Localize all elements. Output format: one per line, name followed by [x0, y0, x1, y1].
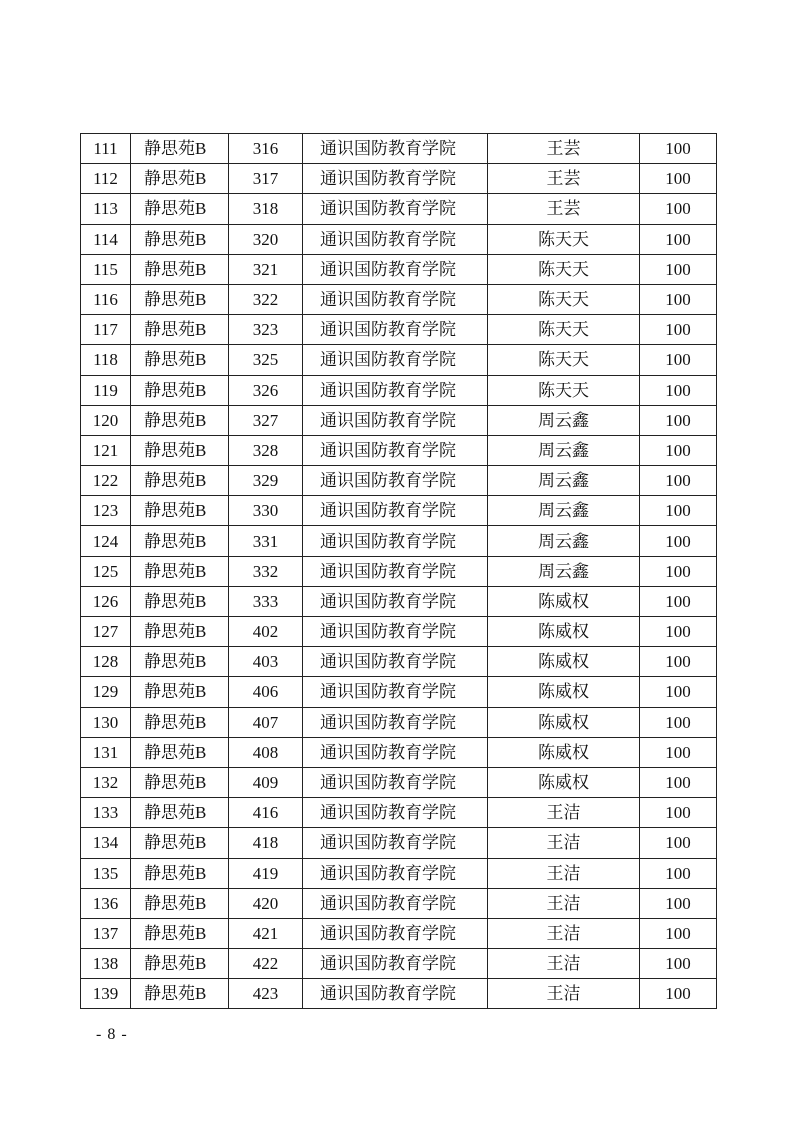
college-cell: 通识国防教育学院: [303, 798, 488, 828]
row-index-cell: 130: [81, 707, 131, 737]
score-cell: 100: [640, 858, 717, 888]
name-cell: 陈天天: [488, 284, 640, 314]
table-row: [81, 828, 717, 858]
table-row: [81, 707, 717, 737]
name-cell: 王芸: [488, 134, 640, 164]
row-index-cell: 132: [81, 767, 131, 797]
score-cell: 100: [640, 828, 717, 858]
score-cell: 100: [640, 496, 717, 526]
building-cell: 静思苑B: [131, 647, 229, 677]
building-cell: 静思苑B: [131, 496, 229, 526]
name-cell: 王洁: [488, 918, 640, 948]
name-cell: 周云鑫: [488, 435, 640, 465]
room-cell: 419: [229, 858, 303, 888]
name-cell: 王洁: [488, 858, 640, 888]
building-cell: 静思苑B: [131, 435, 229, 465]
name-cell: 王洁: [488, 798, 640, 828]
row-index-cell: 115: [81, 254, 131, 284]
college-cell: 通识国防教育学院: [303, 345, 488, 375]
row-index-cell: 131: [81, 737, 131, 767]
table-row: [81, 918, 717, 948]
college-cell: 通识国防教育学院: [303, 254, 488, 284]
name-cell: 陈天天: [488, 375, 640, 405]
college-cell: 通识国防教育学院: [303, 647, 488, 677]
building-cell: 静思苑B: [131, 617, 229, 647]
table-row: [81, 617, 717, 647]
building-cell: 静思苑B: [131, 767, 229, 797]
room-cell: 406: [229, 677, 303, 707]
building-cell: 静思苑B: [131, 164, 229, 194]
table-row: [81, 888, 717, 918]
name-cell: 陈威权: [488, 707, 640, 737]
name-cell: 陈威权: [488, 586, 640, 616]
score-cell: 100: [640, 315, 717, 345]
building-cell: 静思苑B: [131, 556, 229, 586]
room-cell: 322: [229, 284, 303, 314]
score-cell: 100: [640, 466, 717, 496]
room-cell: 330: [229, 496, 303, 526]
college-cell: 通识国防教育学院: [303, 677, 488, 707]
score-cell: 100: [640, 254, 717, 284]
row-index-cell: 139: [81, 979, 131, 1009]
college-cell: 通识国防教育学院: [303, 767, 488, 797]
building-cell: 静思苑B: [131, 949, 229, 979]
name-cell: 周云鑫: [488, 556, 640, 586]
room-cell: 420: [229, 888, 303, 918]
building-cell: 静思苑B: [131, 345, 229, 375]
college-cell: 通识国防教育学院: [303, 315, 488, 345]
college-cell: 通识国防教育学院: [303, 617, 488, 647]
room-cell: 403: [229, 647, 303, 677]
table-row: [81, 284, 717, 314]
table-row: [81, 526, 717, 556]
table-row: [81, 647, 717, 677]
table-row: [81, 224, 717, 254]
score-cell: 100: [640, 556, 717, 586]
building-cell: 静思苑B: [131, 254, 229, 284]
college-cell: 通识国防教育学院: [303, 828, 488, 858]
score-cell: 100: [640, 949, 717, 979]
row-index-cell: 117: [81, 315, 131, 345]
room-cell: 316: [229, 134, 303, 164]
name-cell: 陈天天: [488, 254, 640, 284]
table-body: [81, 134, 717, 1009]
room-cell: 329: [229, 466, 303, 496]
building-cell: 静思苑B: [131, 284, 229, 314]
table-row: [81, 949, 717, 979]
building-cell: 静思苑B: [131, 315, 229, 345]
building-cell: 静思苑B: [131, 224, 229, 254]
room-cell: 325: [229, 345, 303, 375]
name-cell: 王洁: [488, 949, 640, 979]
name-cell: 陈天天: [488, 345, 640, 375]
building-cell: 静思苑B: [131, 979, 229, 1009]
room-cell: 333: [229, 586, 303, 616]
score-cell: 100: [640, 677, 717, 707]
table-row: [81, 134, 717, 164]
college-cell: 通识国防教育学院: [303, 496, 488, 526]
name-cell: 周云鑫: [488, 466, 640, 496]
score-cell: 100: [640, 435, 717, 465]
table-row: [81, 556, 717, 586]
room-cell: 422: [229, 949, 303, 979]
row-index-cell: 114: [81, 224, 131, 254]
college-cell: 通识国防教育学院: [303, 737, 488, 767]
college-cell: 通识国防教育学院: [303, 194, 488, 224]
score-cell: 100: [640, 164, 717, 194]
name-cell: 陈威权: [488, 647, 640, 677]
college-cell: 通识国防教育学院: [303, 707, 488, 737]
row-index-cell: 137: [81, 918, 131, 948]
row-index-cell: 119: [81, 375, 131, 405]
name-cell: 王洁: [488, 979, 640, 1009]
building-cell: 静思苑B: [131, 526, 229, 556]
table-row: [81, 466, 717, 496]
row-index-cell: 123: [81, 496, 131, 526]
table-row: [81, 375, 717, 405]
table-row: [81, 496, 717, 526]
row-index-cell: 134: [81, 828, 131, 858]
row-index-cell: 125: [81, 556, 131, 586]
score-cell: 100: [640, 918, 717, 948]
table-row: [81, 345, 717, 375]
score-cell: 100: [640, 737, 717, 767]
name-cell: 陈天天: [488, 315, 640, 345]
room-cell: 331: [229, 526, 303, 556]
college-cell: 通识国防教育学院: [303, 134, 488, 164]
college-cell: 通识国防教育学院: [303, 888, 488, 918]
score-cell: 100: [640, 134, 717, 164]
room-cell: 408: [229, 737, 303, 767]
row-index-cell: 118: [81, 345, 131, 375]
name-cell: 王洁: [488, 888, 640, 918]
row-index-cell: 124: [81, 526, 131, 556]
building-cell: 静思苑B: [131, 707, 229, 737]
score-cell: 100: [640, 707, 717, 737]
room-cell: 328: [229, 435, 303, 465]
building-cell: 静思苑B: [131, 375, 229, 405]
room-cell: 332: [229, 556, 303, 586]
college-cell: 通识国防教育学院: [303, 164, 488, 194]
room-cell: 402: [229, 617, 303, 647]
room-cell: 318: [229, 194, 303, 224]
score-cell: 100: [640, 345, 717, 375]
table-row: [81, 164, 717, 194]
building-cell: 静思苑B: [131, 918, 229, 948]
score-cell: 100: [640, 979, 717, 1009]
table-row: [81, 677, 717, 707]
name-cell: 王芸: [488, 164, 640, 194]
row-index-cell: 138: [81, 949, 131, 979]
college-cell: 通识国防教育学院: [303, 979, 488, 1009]
score-cell: 100: [640, 375, 717, 405]
table-row: [81, 798, 717, 828]
row-index-cell: 127: [81, 617, 131, 647]
college-cell: 通识国防教育学院: [303, 224, 488, 254]
college-cell: 通识国防教育学院: [303, 949, 488, 979]
building-cell: 静思苑B: [131, 798, 229, 828]
room-cell: 407: [229, 707, 303, 737]
score-cell: 100: [640, 405, 717, 435]
score-cell: 100: [640, 647, 717, 677]
page-number: - 8 -: [96, 1026, 128, 1043]
room-cell: 416: [229, 798, 303, 828]
room-cell: 320: [229, 224, 303, 254]
table-row: [81, 737, 717, 767]
building-cell: 静思苑B: [131, 586, 229, 616]
table-row: [81, 254, 717, 284]
name-cell: 周云鑫: [488, 496, 640, 526]
building-cell: 静思苑B: [131, 466, 229, 496]
score-cell: 100: [640, 798, 717, 828]
score-cell: 100: [640, 617, 717, 647]
room-cell: 323: [229, 315, 303, 345]
name-cell: 周云鑫: [488, 526, 640, 556]
table-row: [81, 767, 717, 797]
name-cell: 陈威权: [488, 767, 640, 797]
row-index-cell: 136: [81, 888, 131, 918]
college-cell: 通识国防教育学院: [303, 466, 488, 496]
score-cell: 100: [640, 284, 717, 314]
name-cell: 陈威权: [488, 677, 640, 707]
building-cell: 静思苑B: [131, 828, 229, 858]
table-row: [81, 194, 717, 224]
row-index-cell: 126: [81, 586, 131, 616]
room-cell: 409: [229, 767, 303, 797]
room-cell: 327: [229, 405, 303, 435]
room-cell: 421: [229, 918, 303, 948]
college-cell: 通识国防教育学院: [303, 526, 488, 556]
room-cell: 418: [229, 828, 303, 858]
score-cell: 100: [640, 224, 717, 254]
name-cell: 王洁: [488, 828, 640, 858]
building-cell: 静思苑B: [131, 677, 229, 707]
row-index-cell: 111: [81, 134, 131, 164]
college-cell: 通识国防教育学院: [303, 858, 488, 888]
table-row: [81, 979, 717, 1009]
row-index-cell: 129: [81, 677, 131, 707]
name-cell: 王芸: [488, 194, 640, 224]
row-index-cell: 112: [81, 164, 131, 194]
building-cell: 静思苑B: [131, 888, 229, 918]
name-cell: 陈威权: [488, 737, 640, 767]
row-index-cell: 133: [81, 798, 131, 828]
score-cell: 100: [640, 526, 717, 556]
room-cell: 321: [229, 254, 303, 284]
score-cell: 100: [640, 194, 717, 224]
score-cell: 100: [640, 888, 717, 918]
row-index-cell: 121: [81, 435, 131, 465]
table-row: [81, 435, 717, 465]
room-cell: 317: [229, 164, 303, 194]
name-cell: 陈天天: [488, 224, 640, 254]
building-cell: 静思苑B: [131, 134, 229, 164]
row-index-cell: 120: [81, 405, 131, 435]
table-row: [81, 315, 717, 345]
row-index-cell: 135: [81, 858, 131, 888]
college-cell: 通识国防教育学院: [303, 405, 488, 435]
building-cell: 静思苑B: [131, 858, 229, 888]
building-cell: 静思苑B: [131, 194, 229, 224]
college-cell: 通识国防教育学院: [303, 435, 488, 465]
college-cell: 通识国防教育学院: [303, 918, 488, 948]
table-row: [81, 405, 717, 435]
dorm-score-table: [80, 133, 717, 1009]
score-cell: 100: [640, 586, 717, 616]
college-cell: 通识国防教育学院: [303, 375, 488, 405]
row-index-cell: 113: [81, 194, 131, 224]
table-row: [81, 858, 717, 888]
row-index-cell: 122: [81, 466, 131, 496]
room-cell: 326: [229, 375, 303, 405]
building-cell: 静思苑B: [131, 405, 229, 435]
table-row: [81, 586, 717, 616]
score-cell: 100: [640, 767, 717, 797]
name-cell: 周云鑫: [488, 405, 640, 435]
room-cell: 423: [229, 979, 303, 1009]
college-cell: 通识国防教育学院: [303, 556, 488, 586]
name-cell: 陈威权: [488, 617, 640, 647]
row-index-cell: 116: [81, 284, 131, 314]
college-cell: 通识国防教育学院: [303, 284, 488, 314]
row-index-cell: 128: [81, 647, 131, 677]
college-cell: 通识国防教育学院: [303, 586, 488, 616]
building-cell: 静思苑B: [131, 737, 229, 767]
